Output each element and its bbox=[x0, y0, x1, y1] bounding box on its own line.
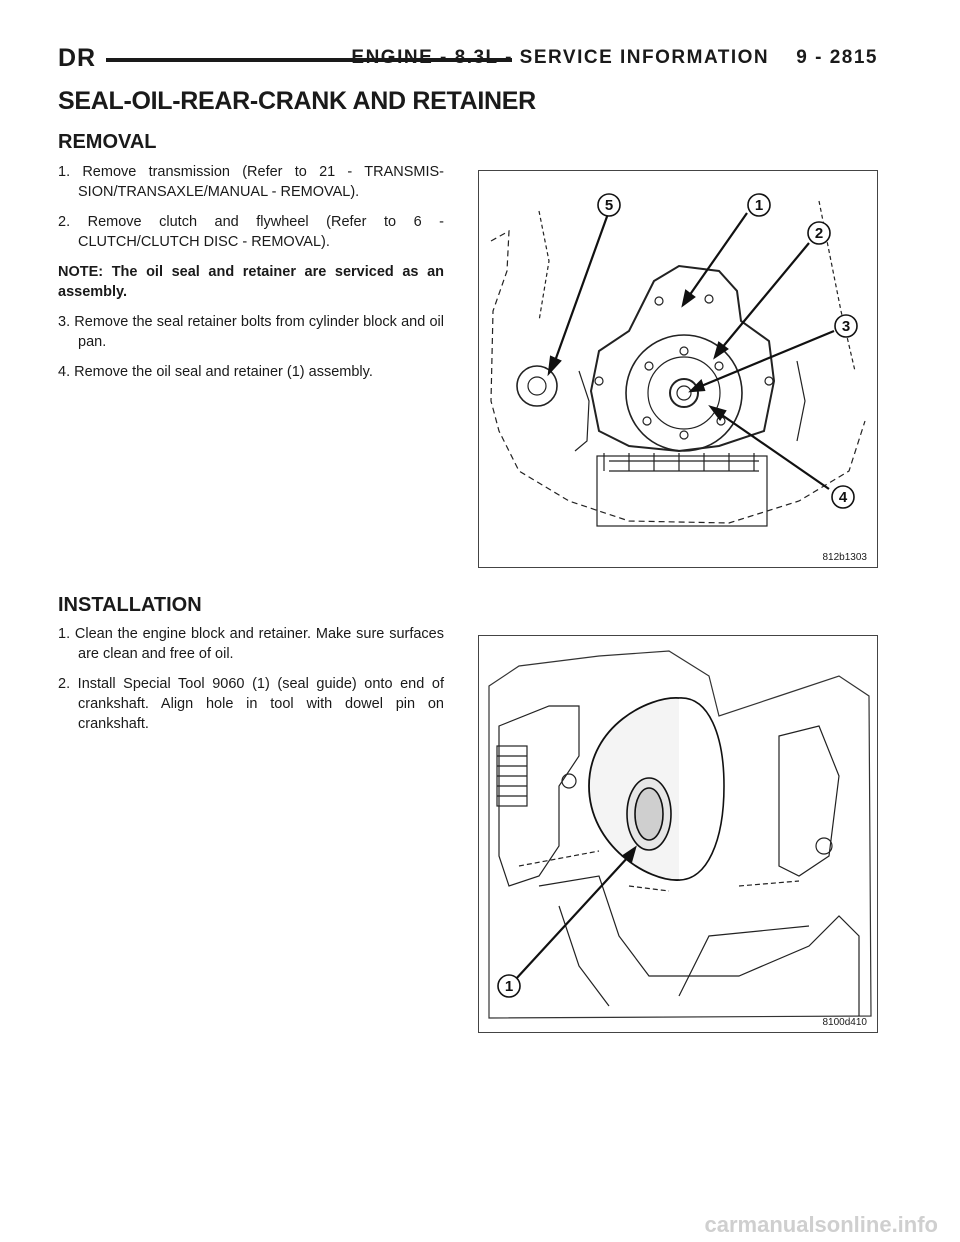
installation-step-1: 1. Clean the engine block and retainer. Make sure surfaces are clean and free of oil. bbox=[58, 626, 444, 662]
installation-steps bbox=[58, 624, 444, 744]
watermark: carmanualsonline.info bbox=[704, 1212, 938, 1237]
removal-step-1: 1. Remove transmission (Refer to 21 - TRANSMIS-SION/TRANSAXLE/MANUAL - REMOVAL). bbox=[58, 164, 444, 200]
figure-code: 812b1303 bbox=[822, 552, 867, 563]
removal-note: NOTE: The oil seal and retainer are serviced as an assembly. bbox=[58, 264, 444, 300]
installation-step-2: 2. Install Special Tool 9060 (1) (seal guide) onto end of crankshaft. Align hole in tool with dowel pin on crankshaft. bbox=[58, 676, 444, 732]
removal-figure bbox=[478, 170, 878, 568]
manual-model-code: DR bbox=[58, 44, 97, 72]
engine-rear-retainer-illustration bbox=[479, 171, 877, 567]
callout-2: 2 bbox=[814, 225, 824, 242]
callout-3: 3 bbox=[841, 318, 851, 335]
callout-1: 1 bbox=[754, 197, 764, 214]
installation-figure bbox=[478, 635, 878, 1033]
header-section-page: ENGINE - 8.3L - SERVICE INFORMATION 9 - 2815 bbox=[351, 47, 878, 68]
seal-guide-tool-illustration bbox=[479, 636, 877, 1032]
page-title: SEAL-OIL-REAR-CRANK AND RETAINER bbox=[58, 87, 536, 115]
callout-4: 4 bbox=[838, 489, 848, 506]
figure-code: 8100d410 bbox=[822, 1017, 867, 1028]
callout-1: 1 bbox=[504, 978, 514, 995]
callout-5: 5 bbox=[604, 197, 614, 214]
page-header bbox=[58, 44, 878, 78]
removal-steps bbox=[58, 162, 444, 392]
removal-heading: REMOVAL bbox=[58, 131, 157, 153]
installation-heading: INSTALLATION bbox=[58, 594, 202, 616]
removal-step-3: 3. Remove the seal retainer bolts from cylinder block and oil pan. bbox=[58, 314, 444, 350]
removal-step-2: 2. Remove clutch and flywheel (Refer to 6 - CLUTCH/CLUTCH DISC - REMOVAL). bbox=[58, 214, 444, 250]
removal-step-4: 4. Remove the oil seal and retainer (1) assembly. bbox=[58, 364, 373, 380]
